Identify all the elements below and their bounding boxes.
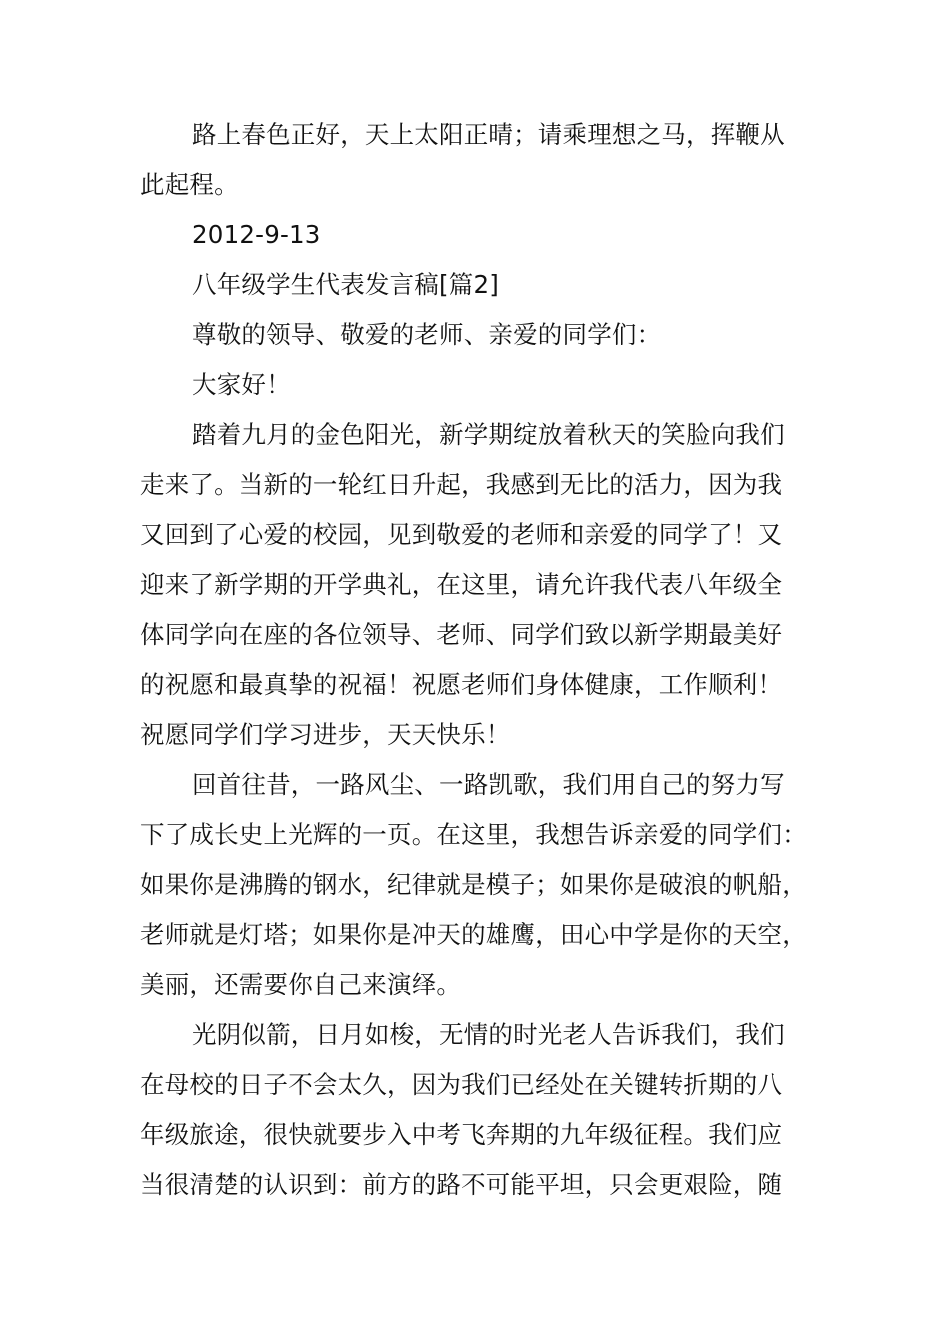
section-title: 八年级学生代表发言稿[篇2]	[192, 270, 500, 299]
text-line: 体同学向在座的各位领导、老师、同学们致以新学期最美好	[140, 620, 783, 649]
text-line: 年级旅途，很快就要步入中考飞奔期的九年级征程。我们应	[140, 1120, 783, 1149]
text-line: 在母校的日子不会太久，因为我们已经处在关键转折期的八	[140, 1070, 783, 1099]
text-line: 又回到了心爱的校园，见到敬爱的老师和亲爱的同学了！又	[140, 520, 783, 549]
text-line: 下了成长史上光辉的一页。在这里，我想告诉亲爱的同学们：	[140, 820, 807, 849]
text-line: 迎来了新学期的开学典礼，在这里，请允许我代表八年级全	[140, 570, 783, 599]
text-line: 祝愿同学们学习进步，天天快乐！	[140, 720, 511, 749]
text-line: 走来了。当新的一轮红日升起，我感到无比的活力，因为我	[140, 470, 783, 499]
date-line: 2012-9-13	[192, 220, 321, 249]
text-line: 回首往昔，一路风尘、一路凯歌，我们用自己的努力写	[192, 770, 785, 799]
greeting: 大家好！	[192, 370, 291, 399]
text-line: 老师就是灯塔；如果你是冲天的雄鹰，田心中学是你的天空，	[140, 920, 807, 949]
text-line: 踏着九月的金色阳光，新学期绽放着秋天的笑脸向我们	[192, 420, 785, 449]
text-line: 如果你是沸腾的钢水，纪律就是模子；如果你是破浪的帆船，	[140, 870, 807, 899]
text-line: 路上春色正好，天上太阳正晴；请乘理想之马，挥鞭从	[192, 120, 785, 149]
text-line: 的祝愿和最真挚的祝福！祝愿老师们身体健康，工作顺利！	[140, 670, 783, 699]
text-line: 美丽，还需要你自己来演绎。	[140, 970, 462, 999]
text-line: 光阴似箭，日月如梭，无情的时光老人告诉我们，我们	[192, 1020, 785, 1049]
text-line: 此起程。	[140, 170, 239, 199]
salutation: 尊敬的领导、敬爱的老师、亲爱的同学们：	[192, 320, 662, 349]
text-line: 当很清楚的认识到：前方的路不可能平坦，只会更艰险，随	[140, 1170, 783, 1199]
